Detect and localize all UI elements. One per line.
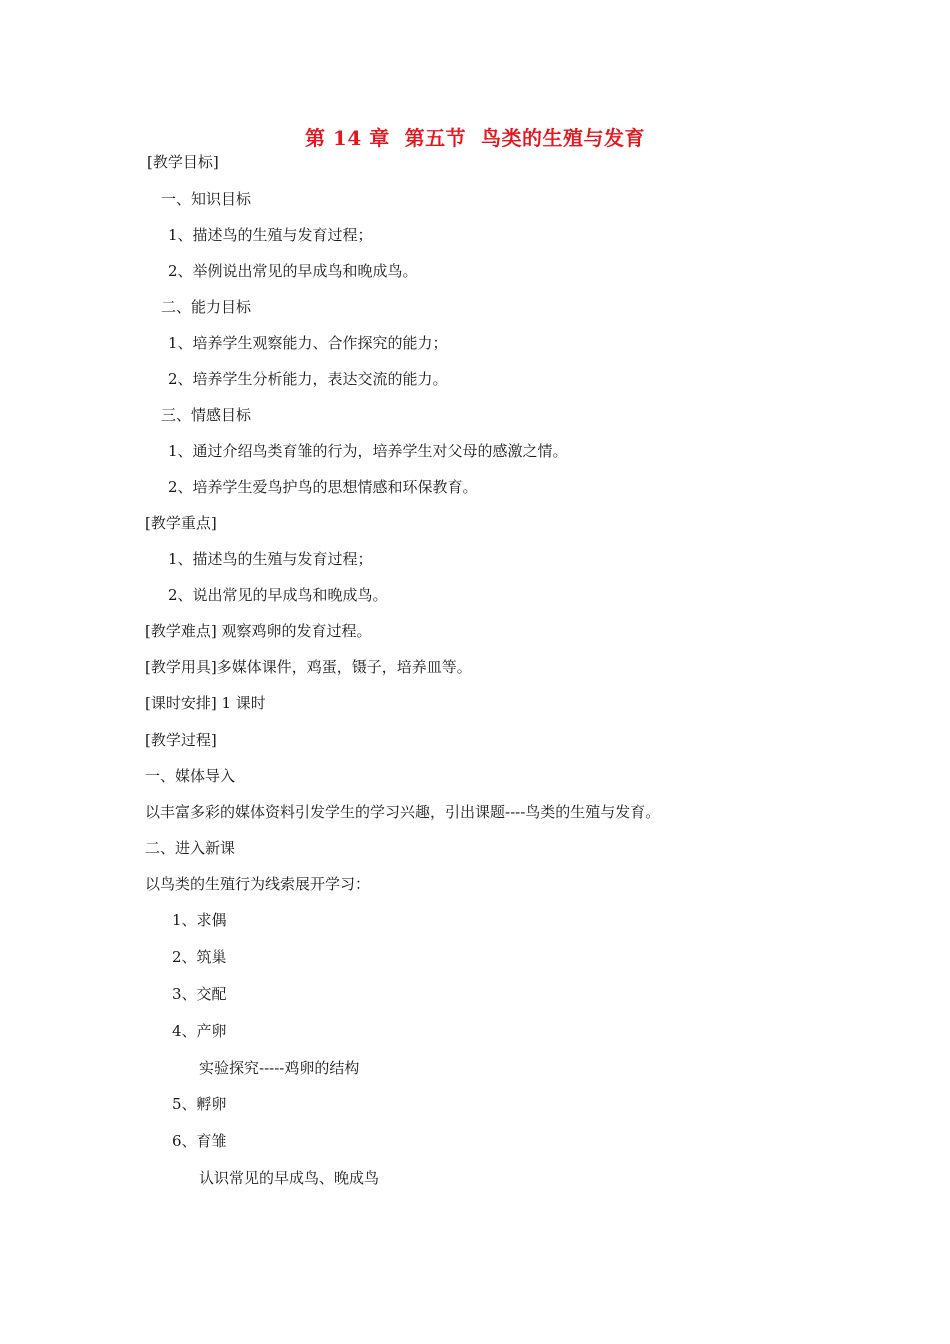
list-item: 2、培养学生分析能力，表达交流的能力。	[168, 370, 448, 388]
sub-item: 认识常见的早成鸟、晚成鸟	[199, 1169, 380, 1187]
section-heading-difficulty: [教学难点] 观察鸡卵的发育过程。	[145, 622, 372, 640]
subheading-ability-goals: 二、能力目标	[161, 298, 252, 316]
sub-item: 实验探究-----鸡卵的结构	[199, 1059, 360, 1077]
paragraph: 以丰富多彩的媒体资料引发学生的学习兴趣，引出课题----鸟类的生殖与发育。	[145, 803, 661, 821]
section-heading-schedule: [课时安排] 1 课时	[145, 694, 266, 712]
document-title: 第 14 章 第五节 鸟类的生殖与发育	[304, 126, 646, 150]
list-item: 1、培养学生观察能力、合作探究的能力；	[168, 334, 448, 352]
list-item: 6、育雏	[172, 1132, 227, 1150]
subheading-knowledge-goals: 一、知识目标	[161, 190, 252, 208]
list-item: 1、描述鸟的生殖与发育过程；	[168, 226, 373, 244]
list-item: 1、通过介绍鸟类育雏的行为，培养学生对父母的感激之情。	[168, 442, 568, 460]
list-item: 2、筑巢	[172, 948, 227, 966]
section-heading-process: [教学过程]	[145, 731, 217, 749]
section-heading-key-points: [教学重点]	[145, 514, 217, 532]
list-item: 2、举例说出常见的早成鸟和晚成鸟。	[168, 262, 418, 280]
list-item: 3、交配	[172, 985, 227, 1003]
section-heading-teaching-goals: [教学目标]	[147, 153, 219, 171]
subheading-media-intro: 一、媒体导入	[145, 767, 236, 785]
list-item: 5、孵卵	[172, 1095, 227, 1113]
paragraph: 以鸟类的生殖行为线索展开学习：	[145, 875, 371, 893]
list-item: 1、描述鸟的生殖与发育过程；	[168, 550, 373, 568]
section-heading-tools: [教学用具]多媒体课件，鸡蛋，镊子，培养皿等。	[145, 658, 472, 676]
subheading-emotion-goals: 三、情感目标	[161, 406, 252, 424]
subheading-new-lesson: 二、进入新课	[145, 839, 236, 857]
list-item: 4、产卵	[172, 1022, 227, 1040]
list-item: 1、求偶	[172, 911, 227, 929]
list-item: 2、培养学生爱鸟护鸟的思想情感和环保教育。	[168, 478, 478, 496]
list-item: 2、说出常见的早成鸟和晚成鸟。	[168, 586, 388, 604]
